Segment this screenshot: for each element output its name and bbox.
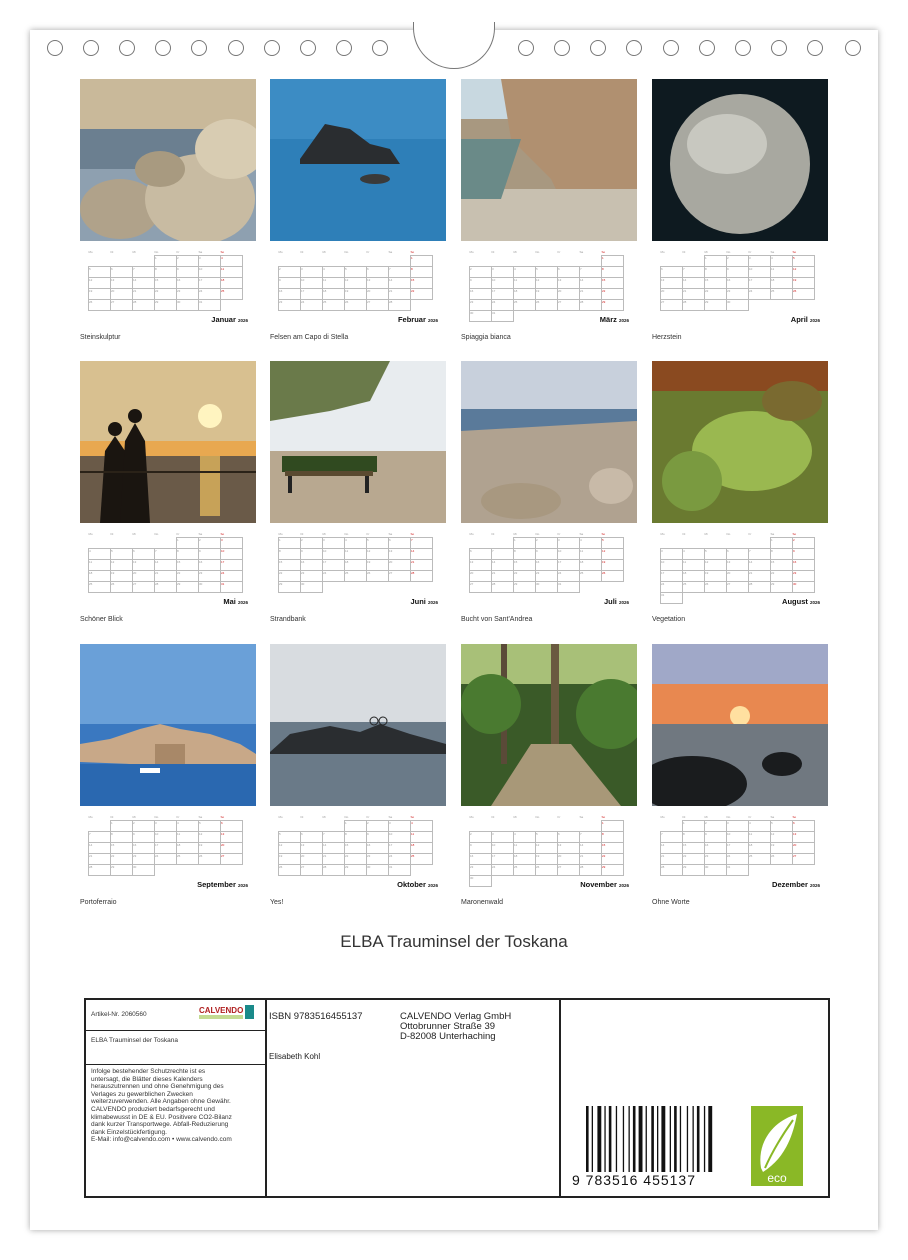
- month-caption: Felsen am Capo di Stella: [270, 334, 349, 341]
- month-caption: Yes!: [270, 899, 284, 906]
- month-name: Juni 2026: [410, 597, 438, 606]
- ring-hole: [771, 40, 787, 56]
- ring-hole: [626, 40, 642, 56]
- publisher-address: [400, 1012, 511, 1042]
- month-2: [270, 79, 446, 341]
- month-calendar: Mo Di Mi Do Fr Sa So 1 2 3 4 5 6 7 8 9 10 11 12 13 14 15 16 17 18 19 20 21 22 23 24 25 26 27 28 29 30 31: [469, 531, 629, 593]
- legal-line: weiterzuverwenden. Alle Angaben ohne Gewähr.: [91, 1098, 231, 1106]
- article-number: Artikel-Nr. 2060560: [91, 1011, 147, 1018]
- ring-hole: [699, 40, 715, 56]
- month-name: Mai 2026: [223, 597, 248, 606]
- month-caption: Herzstein: [652, 334, 682, 341]
- month-name: April 2026: [790, 315, 820, 324]
- ring-hole: [300, 40, 316, 56]
- month-8: [652, 361, 828, 623]
- month-name: Februar 2026: [397, 315, 438, 324]
- barcode-number: 9 783516 455137: [572, 1172, 696, 1188]
- month-name: Januar 2026: [211, 315, 248, 324]
- ring-hole: [191, 40, 207, 56]
- isbn: ISBN 9783516455137: [269, 1011, 363, 1022]
- ring-hole: [807, 40, 823, 56]
- month-calendar: Mo Di Mi Do Fr Sa So 1 2 3 4 5 6 7 8 9 10 11 12 13 14 15 16 17 18 19 20 21 22 23 24 25 26 27 28 29 30 31: [469, 249, 629, 322]
- month-12: [652, 644, 828, 906]
- legal-line: herauszutrennen und ohne Genehmigung des: [91, 1083, 224, 1091]
- ring-hole: [228, 40, 244, 56]
- legal-line: klimabewusst in DE & EU. Positivere CO2-Bilanz: [91, 1113, 232, 1121]
- ring-hole: [47, 40, 63, 56]
- month-calendar: Mo Di Mi Do Fr Sa So 1 2 3 4 5 6 7 8 9 10 11 12 13 14 15 16 17 18 19 20 21 22 23 24 25 26 27 28 29 30: [278, 531, 438, 593]
- month-name: März 2026: [599, 315, 629, 324]
- month-calendar: Mo Di Mi Do Fr Sa So 1 2 3 4 5 6 7 8 9 10 11 12 13 14 15 16 17 18 19 20 21 22 23 24 25 26 27 28: [278, 249, 438, 311]
- month-4: [652, 79, 828, 341]
- legal-line: dank kurzer Transportwege. Abfall-Reduzierung: [91, 1121, 229, 1129]
- month-name: August 2026: [782, 597, 820, 606]
- month-calendar: Mo Di Mi Do Fr Sa So 1 2 3 4 5 6 7 8 9 10 11 12 13 14 15 16 17 18 19 20 21 22 23 24 25 26 27 28 29 30 31: [660, 531, 820, 604]
- legal-line: E-Mail: info@calvendo.com • www.calvendo.com: [91, 1136, 232, 1144]
- month-caption: Strandbank: [270, 616, 306, 623]
- month-photo: [652, 644, 828, 806]
- legal-line: untersagt, die Blätter dieses Kalenders: [91, 1075, 203, 1083]
- month-photo: [270, 361, 446, 523]
- ring-hole: [845, 40, 861, 56]
- month-caption: Schöner Blick: [80, 616, 123, 623]
- divider: [559, 1000, 561, 1196]
- publisher-line: Ottobrunner Straße 39: [400, 1021, 496, 1032]
- divider: [86, 1030, 265, 1031]
- legal-line: Infolge bestehender Schutzrechte ist es: [91, 1068, 206, 1075]
- month-photo: [652, 79, 828, 241]
- month-name: Oktober 2026: [397, 880, 438, 889]
- calendar-title: ELBA Trauminsel der Toskana: [340, 932, 568, 951]
- month-5: [80, 361, 256, 623]
- ring-hole: [554, 40, 570, 56]
- calvendo-logo: [199, 1004, 255, 1022]
- short-title: ELBA Trauminsel der Toskana: [91, 1037, 178, 1044]
- barcode: [586, 1106, 714, 1172]
- ring-hole: [735, 40, 751, 56]
- legal-line: CALVENDO produziert bedarfsgerecht und: [91, 1105, 215, 1113]
- month-calendar: Mo Di Mi Do Fr Sa So 1 2 3 4 5 6 7 8 9 10 11 12 13 14 15 16 17 18 19 20 21 22 23 24 25 26 27 28 29 30: [469, 814, 629, 887]
- month-10: [270, 644, 446, 906]
- month-calendar: Mo Di Mi Do Fr Sa So 1 2 3 4 5 6 7 8 9 10 11 12 13 14 15 16 17 18 19 20 21 22 23 24 25 26 27 28 29 30 31: [278, 814, 438, 876]
- month-photo: [270, 644, 446, 806]
- ring-hole: [590, 40, 606, 56]
- month-calendar: Mo Di Mi Do Fr Sa So 1 2 3 4 5 6 7 8 9 10 11 12 13 14 15 16 17 18 19 20 21 22 23 24 25 26 27 28 29 30 31: [88, 531, 248, 593]
- month-name: Juli 2026: [603, 597, 629, 606]
- ring-hole: [372, 40, 388, 56]
- month-calendar: Mo Di Mi Do Fr Sa So 1 2 3 4 5 6 7 8 9 10 11 12 13 14 15 16 17 18 19 20 21 22 23 24 25 26 27 28 29 30 31: [88, 249, 248, 311]
- publisher-line: D-82008 Unterhaching: [400, 1031, 496, 1042]
- ring-hole: [336, 40, 352, 56]
- month-name: November 2026: [580, 880, 629, 889]
- month-photo: [461, 79, 637, 241]
- svg-text:CALVENDO: CALVENDO: [199, 1006, 244, 1015]
- month-photo: [270, 79, 446, 241]
- legal-notice: [91, 1068, 232, 1144]
- ring-hole: [83, 40, 99, 56]
- month-1: [80, 79, 256, 341]
- ring-hole: [264, 40, 280, 56]
- month-7: [461, 361, 637, 623]
- divider: [265, 1000, 267, 1196]
- month-photo: [652, 361, 828, 523]
- eco-badge: [751, 1106, 803, 1186]
- month-caption: Maronenwald: [461, 899, 504, 906]
- legal-line: dank Einzelstückfertigung.: [91, 1128, 167, 1136]
- month-3: [461, 79, 637, 341]
- month-name: September 2026: [197, 880, 248, 889]
- author: Elisabeth Kohl: [269, 1052, 321, 1061]
- month-caption: Bucht von Sant'Andrea: [461, 616, 533, 623]
- month-photo: [80, 79, 256, 241]
- divider: [86, 1064, 265, 1065]
- month-caption: Portoferraio: [80, 899, 117, 906]
- publisher-line: CALVENDO Verlag GmbH: [400, 1011, 512, 1022]
- ring-hole: [663, 40, 679, 56]
- month-caption: Steinskulptur: [80, 334, 121, 341]
- month-calendar: Mo Di Mi Do Fr Sa So 1 2 3 4 5 6 7 8 9 10 11 12 13 14 15 16 17 18 19 20 21 22 23 24 25 26 27 28 29 30: [660, 249, 820, 311]
- month-photo: [80, 644, 256, 806]
- ring-hole: [119, 40, 135, 56]
- eco-label: eco: [767, 1171, 787, 1185]
- month-photo: [461, 644, 637, 806]
- month-calendar: Mo Di Mi Do Fr Sa So 1 2 3 4 5 6 7 8 9 10 11 12 13 14 15 16 17 18 19 20 21 22 23 24 25 26 27 28 29 30 31: [660, 814, 820, 876]
- month-calendar: Mo Di Mi Do Fr Sa So 1 2 3 4 5 6 7 8 9 10 11 12 13 14 15 16 17 18 19 20 21 22 23 24 25 26 27 28 29 30: [88, 814, 248, 876]
- ring-hole: [518, 40, 534, 56]
- month-name: Dezember 2026: [772, 880, 820, 889]
- ring-hole: [155, 40, 171, 56]
- month-caption: Vegetation: [652, 616, 686, 623]
- month-photo: [461, 361, 637, 523]
- month-6: [270, 361, 446, 623]
- month-caption: Spiaggia bianca: [461, 334, 511, 341]
- month-photo: [80, 361, 256, 523]
- month-caption: Ohne Worte: [652, 899, 690, 906]
- month-11: [461, 644, 637, 906]
- month-9: [80, 644, 256, 906]
- legal-line: Verlages zu gewerblichen Zwecken: [91, 1090, 193, 1098]
